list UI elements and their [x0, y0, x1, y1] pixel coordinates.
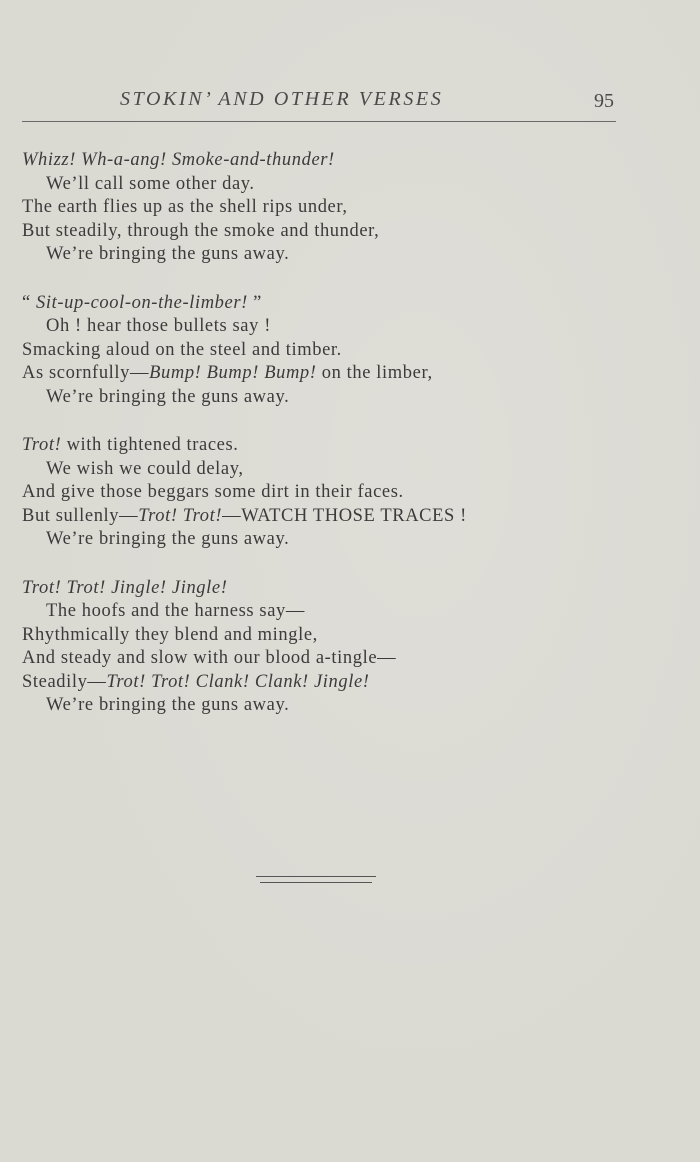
verse-line	[22, 481, 622, 505]
roman-text: We’re bringing the guns away.	[46, 695, 290, 715]
italic-text: Trot! Trot!	[138, 505, 223, 526]
header-rule	[22, 121, 616, 122]
roman-text: Rhythmically they blend and mingle,	[22, 624, 318, 645]
roman-text: Smacking aloud on the steel and timber.	[22, 339, 342, 360]
verse-line	[22, 458, 622, 482]
verse-line	[22, 624, 622, 648]
roman-text: We wish we could delay,	[46, 458, 244, 479]
roman-text: But steadily, through the smoke and thunder,	[22, 220, 380, 241]
verse-line	[22, 577, 622, 601]
roman-text: As scornfully—	[22, 363, 150, 383]
verse-line	[22, 315, 622, 339]
italic-text: Trot!	[22, 435, 62, 455]
stanza	[22, 577, 622, 718]
verse-line	[22, 600, 622, 624]
roman-text: The earth flies up as the shell rips under,	[22, 197, 348, 217]
verse-line	[22, 362, 622, 386]
roman-text: Steadily—	[22, 671, 107, 692]
poem-body	[22, 149, 622, 718]
roman-text: “	[22, 292, 37, 313]
italic-text: Trot! Trot! Clank! Clank! Jingle!	[106, 671, 370, 692]
verse-line	[22, 292, 622, 316]
verse-line	[22, 505, 622, 529]
roman-text: We’re bringing the guns away.	[46, 386, 290, 407]
stanza	[22, 292, 622, 410]
roman-text: But sullenly—	[22, 505, 139, 526]
verse-line	[22, 386, 622, 410]
verse-line	[22, 647, 622, 671]
end-ornament	[256, 876, 376, 885]
page-number: 95	[594, 90, 614, 112]
verse-line	[22, 528, 622, 552]
roman-text: ”	[247, 292, 262, 313]
verse-line	[22, 220, 622, 244]
roman-text: And steady and slow with our blood a-tingle—	[22, 648, 397, 668]
stanza	[22, 149, 622, 267]
roman-text: We’ll call some other day.	[46, 173, 255, 194]
ornament-rule-bottom	[260, 882, 372, 883]
verse-line	[22, 173, 622, 197]
verse-line	[22, 339, 622, 363]
italic-text: Bump! Bump! Bump!	[149, 363, 317, 383]
verse-line	[22, 671, 622, 695]
roman-text: —WATCH THOSE TRACES !	[222, 505, 467, 526]
verse-line	[22, 149, 622, 173]
verse-line	[22, 434, 622, 458]
italic-text: Sit-up-cool-on-the-limber!	[36, 292, 248, 313]
verse-line	[22, 243, 622, 267]
verse-line	[22, 196, 622, 220]
italic-text: Trot! Trot! Jingle! Jingle!	[22, 577, 228, 598]
ornament-rule-top	[256, 876, 376, 877]
running-head	[22, 86, 616, 116]
roman-text: Oh ! hear those bullets say !	[46, 316, 271, 336]
roman-text: We’re bringing the guns away.	[46, 529, 290, 549]
roman-text: We’re bringing the guns away.	[46, 244, 290, 264]
roman-text: with tightened traces.	[61, 435, 239, 455]
roman-text: And give those beggars some dirt in their faces.	[22, 482, 404, 502]
stanza	[22, 434, 622, 552]
italic-text: Whizz! Wh-a-ang! Smoke-and-thunder!	[22, 150, 335, 170]
running-title: STOKIN’ AND OTHER VERSES	[120, 88, 444, 110]
roman-text: The hoofs and the harness say—	[46, 601, 305, 621]
verse-line	[22, 694, 622, 718]
roman-text: on the limber,	[316, 363, 433, 383]
